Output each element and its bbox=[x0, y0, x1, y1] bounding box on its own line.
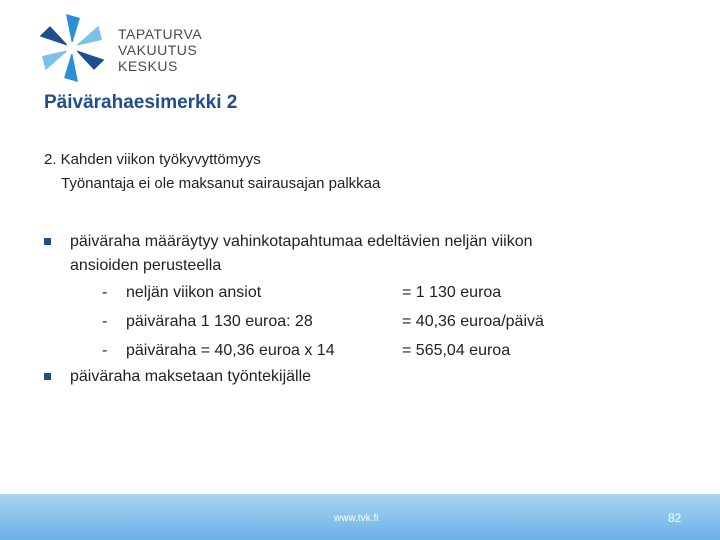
calc-label: päiväraha = 40,36 euroa x 14 bbox=[126, 342, 335, 359]
bullet-text-line-2: ansioiden perusteella bbox=[70, 257, 222, 274]
bullet-text: päiväraha maksetaan työntekijälle bbox=[70, 368, 312, 385]
square-bullet-icon bbox=[44, 238, 51, 245]
bullet-item bbox=[44, 365, 684, 389]
footer-bar bbox=[0, 494, 720, 540]
subtitle-line-2: Työnantaja ei ole maksanut sairausajan palkkaa bbox=[61, 175, 381, 192]
square-bullet-icon bbox=[44, 373, 51, 380]
bullet-list bbox=[44, 230, 684, 389]
calc-label: neljän viikon ansiot bbox=[126, 284, 262, 301]
bullet-text-line-1: päiväraha määräytyy vahinkotapahtumaa edeltävien neljän viikon bbox=[70, 233, 533, 250]
dash-marker: - bbox=[102, 313, 108, 330]
calc-label: päiväraha 1 130 euroa: 28 bbox=[126, 313, 313, 330]
logo-line-1: TAPATURVA bbox=[118, 26, 203, 42]
calc-row bbox=[44, 307, 684, 336]
calc-value: = 565,04 euroa bbox=[402, 342, 511, 359]
logo-line-2: VAKUUTUS bbox=[118, 42, 198, 58]
calc-row bbox=[44, 336, 684, 365]
calc-value: = 40,36 euroa/päivä bbox=[402, 313, 544, 330]
page-number: 82 bbox=[668, 511, 682, 525]
dash-marker: - bbox=[102, 342, 108, 359]
page-title: Päivärahaesimerkki 2 bbox=[44, 92, 238, 113]
dash-marker: - bbox=[102, 284, 108, 301]
bullet-item bbox=[44, 230, 684, 278]
logo-line-3: KESKUS bbox=[118, 58, 178, 74]
logo-wordmark bbox=[118, 26, 202, 74]
calc-row bbox=[44, 278, 684, 307]
tvk-logo-icon bbox=[36, 12, 108, 84]
subtitle-line-1: 2. Kahden viikon työkyvyttömyys bbox=[44, 151, 261, 168]
calc-value: = 1 130 euroa bbox=[402, 284, 502, 301]
subtitle bbox=[44, 148, 380, 196]
footer-url-link[interactable]: www.tvk.fi bbox=[334, 513, 379, 524]
